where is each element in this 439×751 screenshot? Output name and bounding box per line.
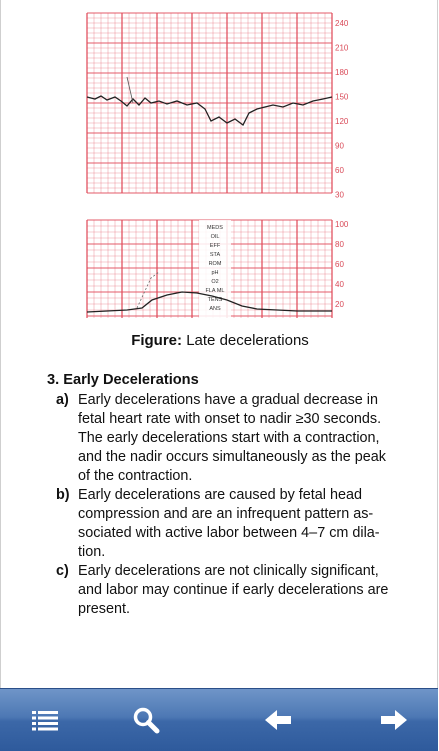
item-label: a) [56, 392, 69, 408]
scale-label: 210 [335, 43, 349, 53]
fhr-trace [87, 96, 332, 125]
item-line: sociated with active labor between 4–7 cm dila- [78, 525, 380, 541]
item-label: b) [56, 487, 70, 503]
item-line: and the nadir occurs simultaneously as the peak [78, 449, 386, 465]
scale-label: 40 [335, 280, 344, 289]
item-line: of the contraction. [78, 468, 193, 484]
back-arrow-icon [263, 708, 293, 732]
scale-label: 100 [335, 220, 349, 229]
next-page-button[interactable] [371, 697, 417, 743]
search-button[interactable] [123, 697, 169, 743]
chart-note: ANS [209, 306, 221, 312]
item-line: compression and are an infrequent pattern as- [78, 506, 374, 522]
scale-label: 80 [335, 240, 344, 249]
chart-note: FLA ML [205, 288, 225, 294]
item-line: tion. [78, 544, 106, 560]
list-item [56, 391, 431, 486]
bottom-toolbar [0, 688, 438, 751]
caption-label: Figure: [131, 332, 183, 349]
search-icon [132, 706, 160, 734]
item-line: Early decelerations are not clinically significant, [78, 563, 379, 579]
caption-text: Late decelerations [186, 332, 309, 349]
scale-label: 60 [335, 166, 344, 175]
scale-label: 30 [335, 190, 344, 200]
list-icon [30, 708, 60, 732]
chart-note: ROM [208, 261, 222, 267]
fhr-tracing-strip [87, 13, 362, 200]
contraction-tracing-strip [87, 220, 362, 318]
scale-label: 90 [335, 141, 344, 151]
item-line: Early decelerations have a gradual decrease in [78, 392, 378, 408]
scale-label: 60 [335, 260, 344, 269]
figure-caption [1, 332, 439, 349]
item-line: and labor may continue if early decelerations are [78, 582, 389, 598]
forward-arrow-icon [379, 708, 409, 732]
chart-note: TENS [207, 297, 223, 303]
contents-button[interactable] [22, 697, 68, 743]
chart-note: OIL [210, 234, 220, 240]
item-line: present. [78, 601, 130, 617]
scale-label: 20 [335, 300, 344, 309]
item-label: c) [56, 563, 69, 579]
previous-page-button[interactable] [255, 697, 301, 743]
item-line: Early decelerations are caused by fetal head [78, 487, 362, 503]
list-item [56, 562, 431, 619]
chart-note: STA [209, 252, 221, 258]
item-line: The early decelerations start with a contraction, [78, 430, 380, 446]
early-decelerations-section [47, 371, 431, 619]
scale-label: 240 [335, 19, 349, 28]
scale-label: 180 [335, 68, 349, 77]
chart-note: MEDS [207, 225, 223, 231]
chart-note: EFF [209, 243, 221, 249]
scale-label: 150 [335, 92, 349, 102]
item-line: fetal heart rate with onset to nadir ≥30 seconds. [78, 411, 382, 427]
section-heading: 3. Early Decelerations [47, 372, 199, 388]
scale-label: 120 [335, 117, 349, 126]
chart-note: O2 [211, 279, 219, 285]
chart-note: pH [211, 270, 219, 276]
list-item [56, 486, 431, 562]
